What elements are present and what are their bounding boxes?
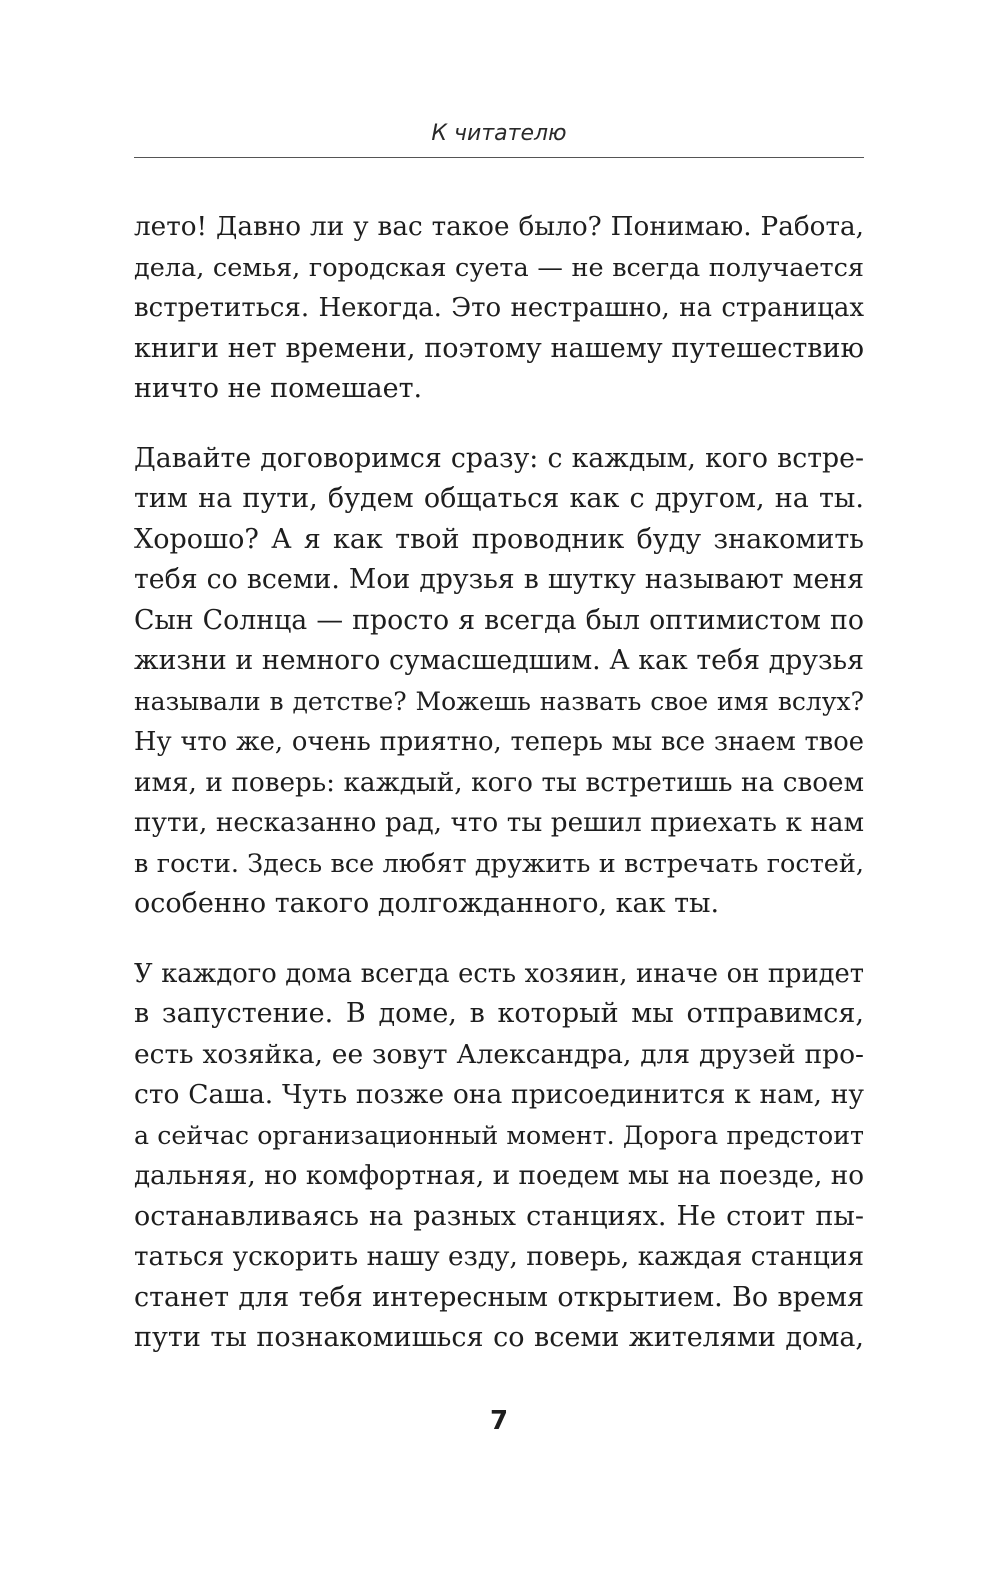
paragraph-gap [134,410,864,439]
text-line: книги нет времени, поэтому нашему путешествию [134,332,864,364]
text-line: особенно такого долгожданного, как ты. [134,888,720,919]
page-number: 7 [489,1406,509,1436]
text-line: сто Саша. Чуть позже она присоединится к нам, ну [134,1079,864,1110]
text-line: останавливаясь на разных станциях. Не стоит пы- [134,1200,864,1232]
text-line: пути, несказанно рад, что ты решил приехать к нам [134,808,864,838]
text-line: называли в детстве? Можешь назвать свое имя вслух? [134,686,864,716]
text-line: в гости. Здесь все любят дружить и встречать гостей, [134,848,864,879]
text-line: Хорошо? А я как твой проводник буду знакомить [134,523,864,555]
text-line: станет для тебя интересным открытием. Во время [134,1281,864,1313]
text-line: тим на пути, будем общаться как с другом, на ты. [134,483,864,514]
text-line: тебя со всеми. Мои друзья в шутку называют меня [134,564,864,595]
body-text [134,207,864,1359]
text-line: дела, семья, городская суета — не всегда получается [134,252,864,283]
text-line: дальняя, но комфортная, и поедем мы на поезде, но [134,1161,864,1191]
text-line: имя, и поверь: каждый, кого ты встретишь на своем [134,767,864,798]
text-line: в запустение. В доме, в который мы отправимся, [134,998,864,1029]
text-line: Ну что же, очень приятно, теперь мы все знаем твое [134,727,864,757]
text-line: встретиться. Некогда. Это нестрашно, на страницах [134,293,864,323]
text-line: Давайте договоримся сразу: с каждым, кого встре- [134,442,864,474]
text-line: ничто не помешает. [134,373,423,404]
header-rule [134,157,864,158]
text-line: а сейчас организационный момент. Дорога предстоит [134,1120,864,1150]
running-head: К читателю [431,121,567,146]
text-line: У каждого дома всегда есть хозяин, иначе он придет [134,958,864,989]
paragraph-gap [134,925,864,954]
text-line: Сын Солнца — просто я всегда был оптимистом по [134,604,864,636]
text-line: таться ускорить нашу езду, поверь, каждая станция [134,1242,864,1272]
text-line: жизни и немного сумасшедшим. А как тебя друзья [134,645,864,676]
text-line: лето! Давно ли у вас такое было? Понимаю. Работа, [134,212,864,242]
text-line: пути ты познакомишься со всеми жителями дома, [134,1322,864,1353]
text-line: есть хозяйка, ее зовут Александра, для друзей про- [134,1038,864,1070]
